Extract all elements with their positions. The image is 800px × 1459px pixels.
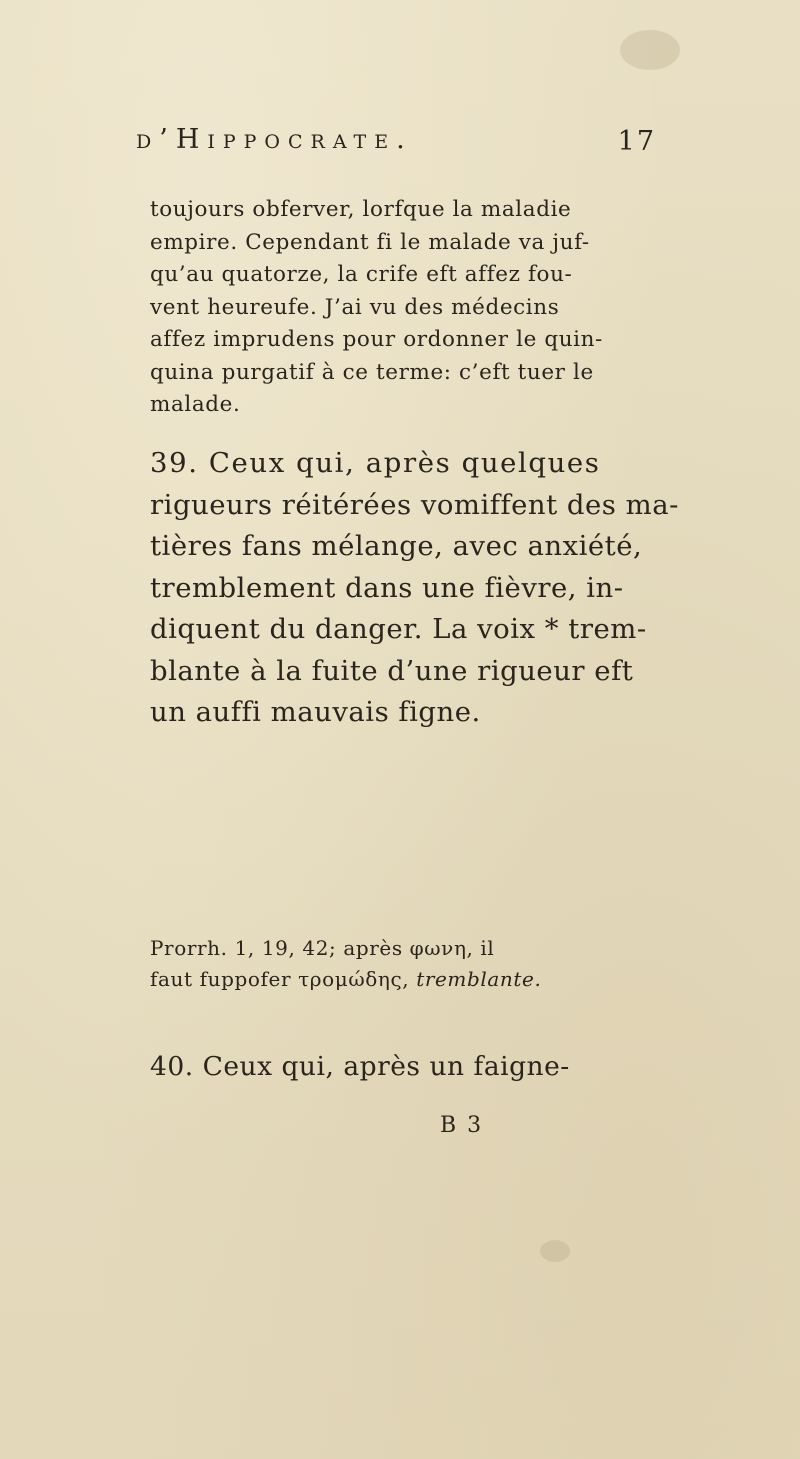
text-line: diquent du danger. La voix * trem- — [150, 613, 647, 645]
text-line: empire. Cependant fi le malade va juf- — [150, 229, 590, 255]
text-line: toujours obferver, lorfque la maladie — [150, 197, 572, 222]
footnote-line: Prorrh. 1, 19, 42; après φωνη, il — [150, 936, 495, 960]
text-line: tremblement dans une fièvre, in- — [150, 571, 624, 604]
text-line: malade. — [150, 392, 241, 417]
footnote-line — [150, 964, 670, 995]
text-line: quina purgatif à ce terme: c’eft tuer le — [150, 359, 594, 385]
footnote-text: faut fuppofer τρομώδης, — [150, 967, 417, 991]
paper-stain — [540, 1240, 570, 1262]
text-line: un auffi mauvais figne. — [150, 696, 481, 728]
text-line: vent heureufe. J’ai vu des médecins — [150, 294, 560, 320]
text-line: 39. Ceux qui, après quelques — [150, 447, 601, 479]
text-line: 40. Ceux qui, après un faigne- — [150, 1051, 570, 1082]
footnote-italic-text: tremblante. — [416, 967, 542, 991]
text-line: qu’au quatorze, la crife eft affez fou- — [150, 262, 573, 287]
page-header — [136, 124, 656, 176]
text-line: blante à la fuite d’une rigueur eft — [150, 654, 634, 687]
text-line: affez imprudens pour ordonner le quin- — [150, 327, 603, 352]
aphorism-39 — [150, 443, 679, 734]
aphorism-40 — [150, 1046, 670, 1088]
paper-stain — [620, 30, 680, 70]
text-line: tières fans mélange, avec anxiété, — [150, 530, 643, 562]
text-line: rigueurs réitérées vomiffent des ma- — [150, 488, 679, 521]
page-number: 17 — [617, 126, 656, 157]
signature-mark: B 3 — [440, 1113, 484, 1138]
running-head: d’Hippocrate. — [136, 124, 413, 155]
footnote — [150, 933, 670, 995]
paragraph-continuation — [150, 194, 670, 422]
